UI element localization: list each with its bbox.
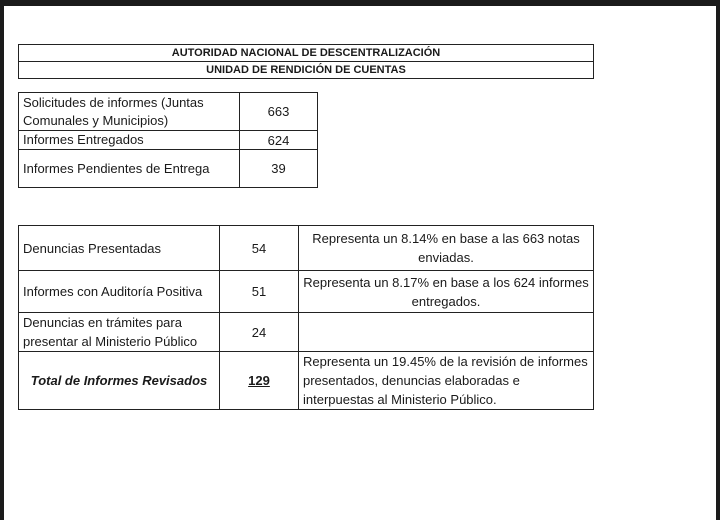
total-note: Representa un 19.45% de la revisión de informes presentados, denuncias elaboradas e interpuestas al Ministerio Público.: [299, 352, 594, 410]
left-border: [0, 0, 4, 520]
row-value: 663: [240, 93, 318, 131]
table-row: [19, 226, 594, 271]
row-value: 624: [240, 131, 318, 150]
right-border: [716, 0, 720, 520]
table-row-total: [19, 352, 594, 410]
row-value: 39: [240, 150, 318, 188]
total-label: Total de Informes Revisados: [19, 352, 220, 410]
table-row: [19, 93, 318, 131]
table-row: [19, 150, 318, 188]
header-table: [18, 44, 594, 79]
row-note: Representa un 8.14% en base a las 663 notas enviadas.: [299, 226, 594, 271]
summary-table: [18, 92, 318, 188]
table-row: [19, 313, 594, 352]
row-label: Informes Entregados: [19, 131, 240, 150]
results-table: [18, 225, 594, 410]
table-row: [19, 131, 318, 150]
table-row: [19, 271, 594, 313]
top-border: [0, 0, 720, 6]
row-note: [299, 313, 594, 352]
agency-title: AUTORIDAD NACIONAL DE DESCENTRALIZACIÓN: [171, 47, 441, 59]
row-value: 51: [220, 271, 299, 313]
row-value: 24: [220, 313, 299, 352]
row-value: 54: [220, 226, 299, 271]
row-label: Informes con Auditoría Positiva: [19, 271, 220, 313]
total-value: 129: [220, 352, 299, 410]
row-label: Denuncias en trámites para presentar al Ministerio Público: [19, 313, 220, 352]
row-label: Solicitudes de informes (Juntas Comunales y Municipios): [19, 93, 240, 131]
row-label: Denuncias Presentadas: [19, 226, 220, 271]
row-label: Informes Pendientes de Entrega: [19, 150, 240, 188]
unit-title: UNIDAD DE RENDICIÓN DE CUENTAS: [19, 61, 593, 78]
row-note: Representa un 8.17% en base a los 624 informes entregados.: [299, 271, 594, 313]
